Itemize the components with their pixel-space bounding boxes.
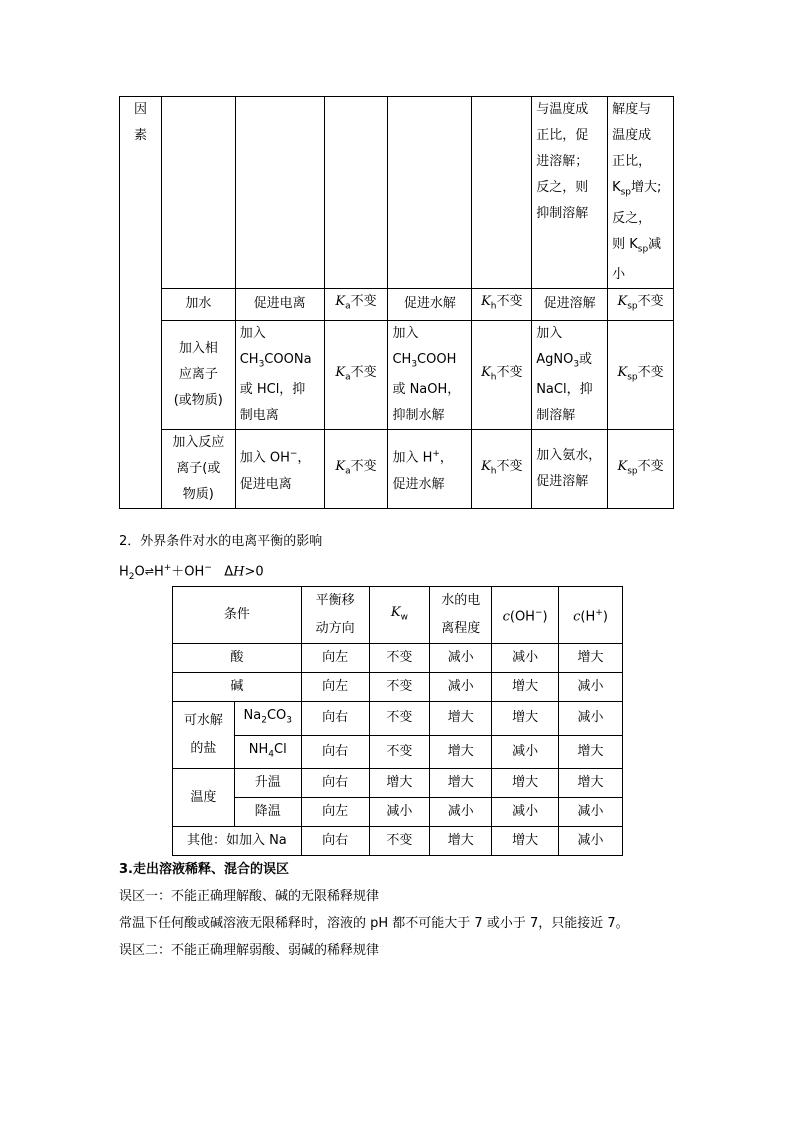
row-label: 加水 [161, 289, 235, 321]
cell: 减小 [559, 827, 623, 856]
header-condition: 条件 [173, 587, 302, 644]
water-ionization-equation: $H_2O\rightleftharpoons H^++OH^-$ ΔH>0 [119, 563, 264, 582]
header-kw: $K_w$ [369, 587, 430, 644]
table-row [120, 289, 674, 321]
table-row [173, 673, 623, 702]
ksp-cell: $K_{sp}$不变 [608, 289, 674, 321]
table-row [173, 735, 623, 769]
cell: 减小 [492, 644, 559, 673]
cell: $NH_4Cl$ [234, 735, 301, 769]
cell [324, 97, 388, 289]
cell: 不变 [369, 735, 430, 769]
header-c-oh: c(OH−) [492, 587, 559, 644]
cell: 增大 [492, 769, 559, 798]
ka-cell: $K_a$不变 [324, 289, 388, 321]
cell: 增大 [369, 769, 430, 798]
cell: 加入氨水， 促进溶解 [532, 430, 608, 509]
cell: 促进溶解 [532, 289, 608, 321]
cell: 加入 $CH_3COONa$ 或 HCl，抑 制电离 [235, 320, 324, 430]
kh-cell: $K_h$不变 [472, 289, 532, 321]
cell: 减小 [430, 673, 492, 702]
cell: $Na_2CO_3$ [234, 702, 301, 736]
header-c-h: c(H+) [559, 587, 623, 644]
cell: 减小 [559, 673, 623, 702]
table-row [173, 702, 623, 736]
cell: 增大 [492, 702, 559, 736]
cell: 促进电离 [235, 289, 324, 321]
table-header-row [173, 587, 623, 644]
cell: 减小 [369, 798, 430, 827]
cell: 加入 H+， 促进水解 [388, 430, 472, 509]
section2-title: 2．外界条件对水的电离平衡的影响 [119, 534, 323, 549]
ksp-cell: $K_{sp}$不变 [608, 430, 674, 509]
cell: 升温 [234, 769, 301, 798]
cell: 增大 [492, 827, 559, 856]
water-ionization-table [172, 586, 623, 856]
table-row [173, 769, 623, 798]
cell: 增大 [559, 735, 623, 769]
cell: 加入 $CH_3COOH$ 或 NaOH， 抑制水解 [388, 320, 472, 430]
factors-table [119, 96, 674, 509]
table-row [173, 798, 623, 827]
ksp-cell: $K_{sp}$不变 [608, 320, 674, 430]
cell [388, 97, 472, 289]
table-row [120, 97, 674, 289]
header-shift: 平衡移 动方向 [301, 587, 369, 644]
cell: 增大 [559, 644, 623, 673]
cell: 增大 [492, 673, 559, 702]
cell: 可水解 的盐 [173, 702, 235, 769]
cell: 不变 [369, 702, 430, 736]
cell: 不变 [369, 827, 430, 856]
cell: 减小 [559, 798, 623, 827]
cell: 减小 [492, 798, 559, 827]
header-degree: 水的电 离程度 [430, 587, 492, 644]
cell: 向左 [301, 798, 369, 827]
cell: 向右 [301, 702, 369, 736]
table-row [120, 430, 674, 509]
cell: 增大 [430, 735, 492, 769]
cell: 促进水解 [388, 289, 472, 321]
ksp-temp-cell: 解度与 温度成 正比， $K_{sp}$增大; 反之， 则 $K_{sp}$减 小 [608, 97, 674, 289]
cell: 增大 [430, 827, 492, 856]
cell [161, 97, 235, 289]
row-label: 加入相 应离子 (或物质) [161, 320, 235, 430]
ka-cell: $K_a$不变 [324, 430, 388, 509]
cell: 向右 [301, 769, 369, 798]
table-row [120, 320, 674, 430]
equilibrium-arrow-icon: ⇌ [144, 564, 154, 578]
cell: 降温 [234, 798, 301, 827]
cell: 减小 [559, 702, 623, 736]
cell: 减小 [430, 644, 492, 673]
factor-label: 因 素 [120, 97, 162, 509]
misconception-2-title: 误区二：不能正确理解弱酸、弱碱的稀释规律 [119, 943, 380, 958]
ka-cell: $K_a$不变 [324, 320, 388, 430]
cell: 向右 [301, 735, 369, 769]
cell: 其他：如加入 Na [173, 827, 302, 856]
cell: 不变 [369, 673, 430, 702]
cell: 加入 AgNO$_3$或 NaCl，抑 制溶解 [532, 320, 608, 430]
cell: 减小 [430, 798, 492, 827]
cell: 酸 [173, 644, 302, 673]
cell: 向左 [301, 644, 369, 673]
kh-cell: $K_h$不变 [472, 320, 532, 430]
kh-cell: $K_h$不变 [472, 430, 532, 509]
table-row [173, 827, 623, 856]
cell: 增大 [559, 769, 623, 798]
cell [235, 97, 324, 289]
cell: 不变 [369, 644, 430, 673]
section3-title: 3.走出溶液稀释、混合的误区 [119, 862, 289, 877]
table-row [173, 644, 623, 673]
temp-effect-cell: 与温度成 正比，促 进溶解； 反之，则 抑制溶解 [532, 97, 608, 289]
misconception-1-title: 误区一：不能正确理解酸、碱的无限稀释规律 [119, 889, 380, 904]
cell: 增大 [430, 769, 492, 798]
cell: 碱 [173, 673, 302, 702]
cell: 加入 OH−， 促进电离 [235, 430, 324, 509]
cell: 向左 [301, 673, 369, 702]
cell: 减小 [492, 735, 559, 769]
cell: 温度 [173, 769, 235, 827]
cell [472, 97, 532, 289]
cell: 增大 [430, 702, 492, 736]
row-label: 加入反应 离子(或 物质) [161, 430, 235, 509]
cell: 向右 [301, 827, 369, 856]
misconception-1-text: 常温下任何酸或碱溶液无限稀释时，溶液的 pH 都不可能大于 7 或小于 7，只能接近 7。 [119, 916, 629, 931]
